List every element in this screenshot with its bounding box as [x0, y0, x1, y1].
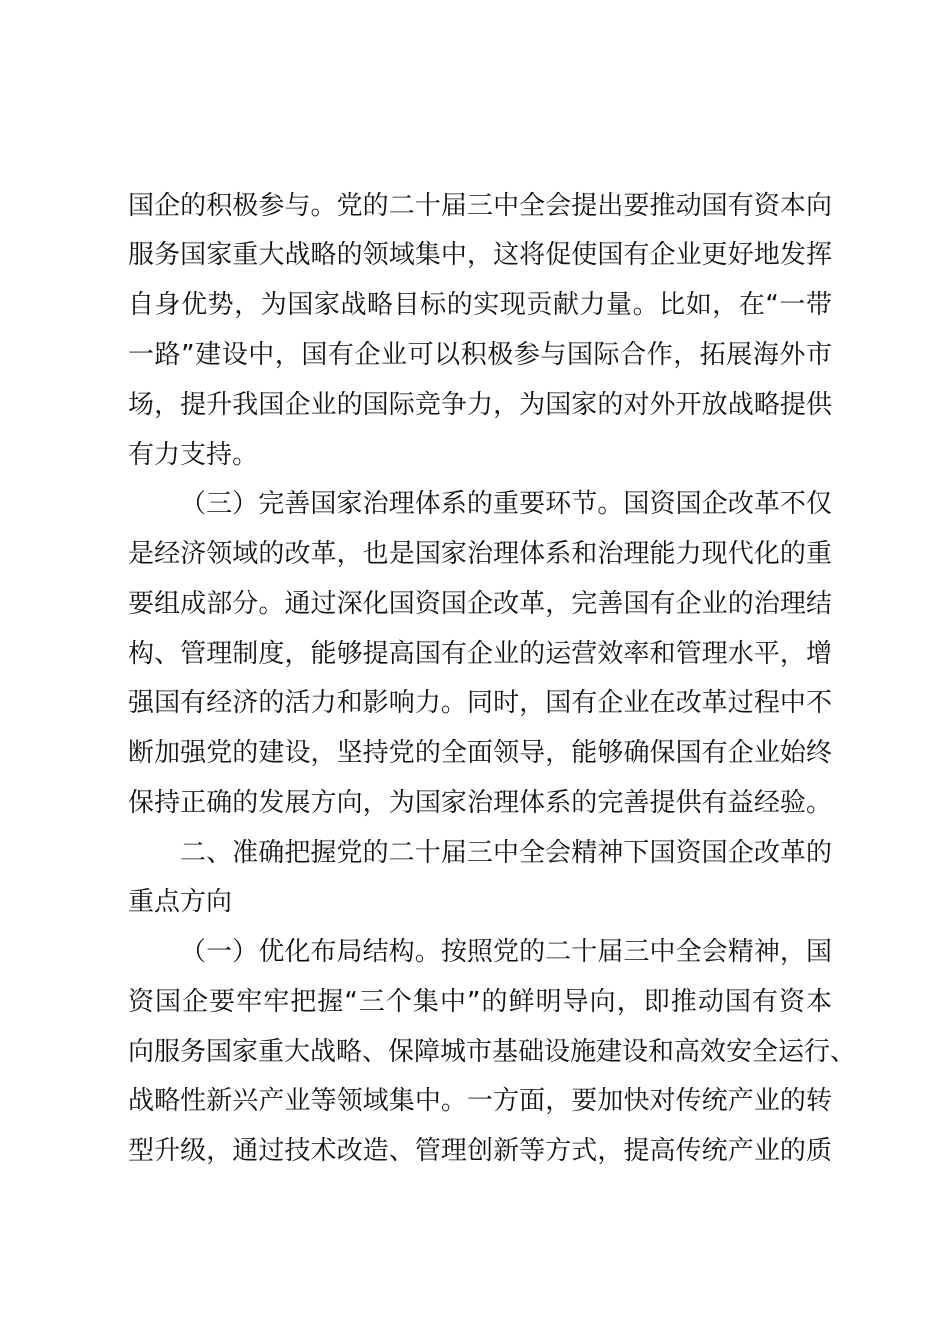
- text-line: 构、管理制度，能够提高国有企业的运营效率和管理水平，增: [128, 639, 832, 669]
- text-line: 一路”建设中，国有企业可以积极参与国际合作，拓展海外市: [128, 340, 832, 370]
- section-heading-line: 重点方向: [128, 887, 233, 917]
- text-line: 型升级，通过技术改造、管理创新等方式，提高传统产业的质: [128, 1136, 832, 1166]
- subheading-line: （三）完善国家治理体系的重要环节。国资国企改革不仅: [180, 489, 832, 519]
- section-heading-line: 二、准确把握党的二十届三中全会精神下国资国企改革的: [180, 838, 832, 868]
- text-line: 向服务国家重大战略、保障城市基础设施建设和高效安全运行、: [128, 1037, 857, 1067]
- subheading-line: （一）优化布局结构。按照党的二十届三中全会精神，国: [180, 937, 832, 967]
- text-line: 国企的积极参与。党的二十届三中全会提出要推动国有资本向: [128, 191, 832, 221]
- text-line: 断加强党的建设，坚持党的全面领导，能够确保国有企业始终: [128, 738, 832, 768]
- text-line: 强国有经济的活力和影响力。同时，国有企业在改革过程中不: [128, 688, 832, 718]
- text-line: 要组成部分。通过深化国资国企改革，完善国有企业的治理结: [128, 589, 832, 619]
- text-line: 有力支持。: [128, 440, 259, 470]
- text-line: 服务国家重大战略的领域集中，这将促使国有企业更好地发挥: [128, 240, 832, 270]
- text-line: 战略性新兴产业等领域集中。一方面，要加快对传统产业的转: [128, 1086, 832, 1116]
- text-line: 自身优势，为国家战略目标的实现贡献力量。比如，在“一带: [128, 290, 832, 320]
- text-line: 是经济领域的改革，也是国家治理体系和治理能力现代化的重: [128, 539, 832, 569]
- text-line: 场，提升我国企业的国际竞争力，为国家的对外开放战略提供: [128, 390, 832, 420]
- text-line: 保持正确的发展方向，为国家治理体系的完善提供有益经验。: [128, 788, 832, 818]
- text-line: 资国企要牢牢把握“三个集中”的鲜明导向，即推动国有资本: [128, 987, 832, 1017]
